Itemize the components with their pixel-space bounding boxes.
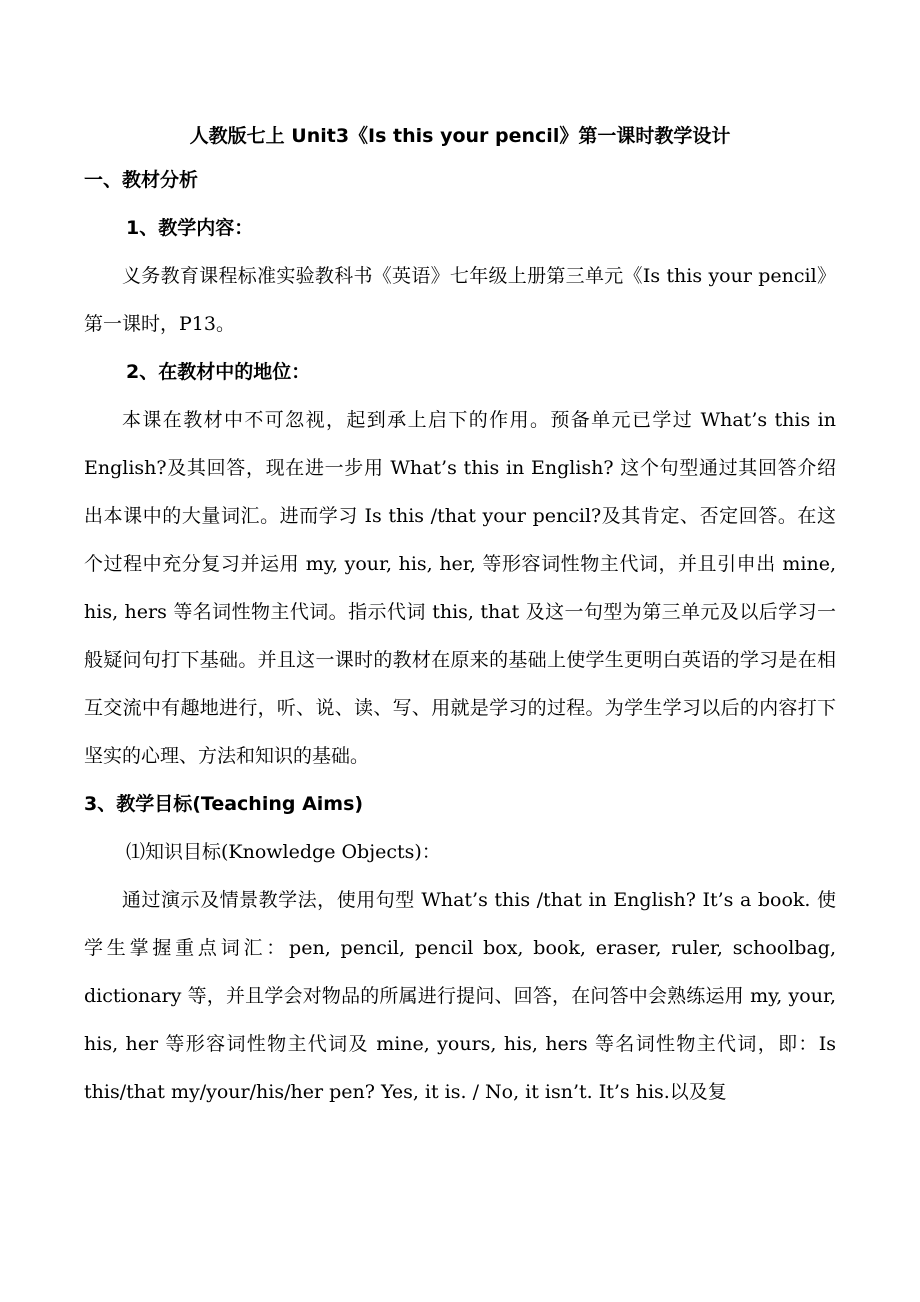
- subheading-knowledge-objects: ⑴知识目标(Knowledge Objects)：: [126, 841, 441, 863]
- paragraph-knowledge-objects: 通过演示及情景教学法，使用句型 What’s this /that in English? It’s a book. 使学生掌握重点词汇：pen, pencil, pencil box, book, eraser, ruler, schoolbag, dictionary 等，并且学会对物品的所属进行提问、回答，在问答中会熟练运用 my, your, his, her 等形容词性物主代词及 mine, yours, his, hers 等名词性物主代词，即：Is this/that my/your/his/her pen? Yes, it is. / No, it isn’t. It’s his.以及复: [84, 889, 836, 1103]
- subheading-position: 2、在教材中的地位：: [126, 361, 311, 383]
- section-heading-teaching-aims: 3、教学目标(Teaching Aims): [84, 793, 364, 815]
- paragraph-teaching-content: 义务教育课程标准实验教科书《英语》七年级上册第三单元《Is this your pencil》第一课时，P13。: [84, 265, 836, 335]
- document-page: [84, 116, 836, 1116]
- paragraph-position: 本课在教材中不可忽视，起到承上启下的作用。预备单元已学过 What’s this in English?及其回答，现在进一步用 What’s this in English? 这个句型通过其回答介绍出本课中的大量词汇。进而学习 Is this /that your pencil?及其肯定、否定回答。在这个过程中充分复习并运用 my, your, his, her, 等形容词性物主代词，并且引申出 mine, his, hers 等名词性物主代词。指示代词 this, that 及这一句型为第三单元及以后学习一般疑问句打下基础。并且这一课时的教材在原来的基础上使学生更明白英语的学习是在相互交流中有趣地进行，听、说、读、写、用就是学习的过程。为学生学习以后的内容打下坚实的心理、方法和知识的基础。: [84, 409, 836, 767]
- document-title: 人教版七上 Unit3《Is this your pencil》第一课时教学设计: [189, 125, 731, 147]
- section-heading-textbook-analysis: 一、教材分析: [84, 169, 199, 191]
- subheading-teaching-content: 1、教学内容：: [126, 217, 254, 239]
